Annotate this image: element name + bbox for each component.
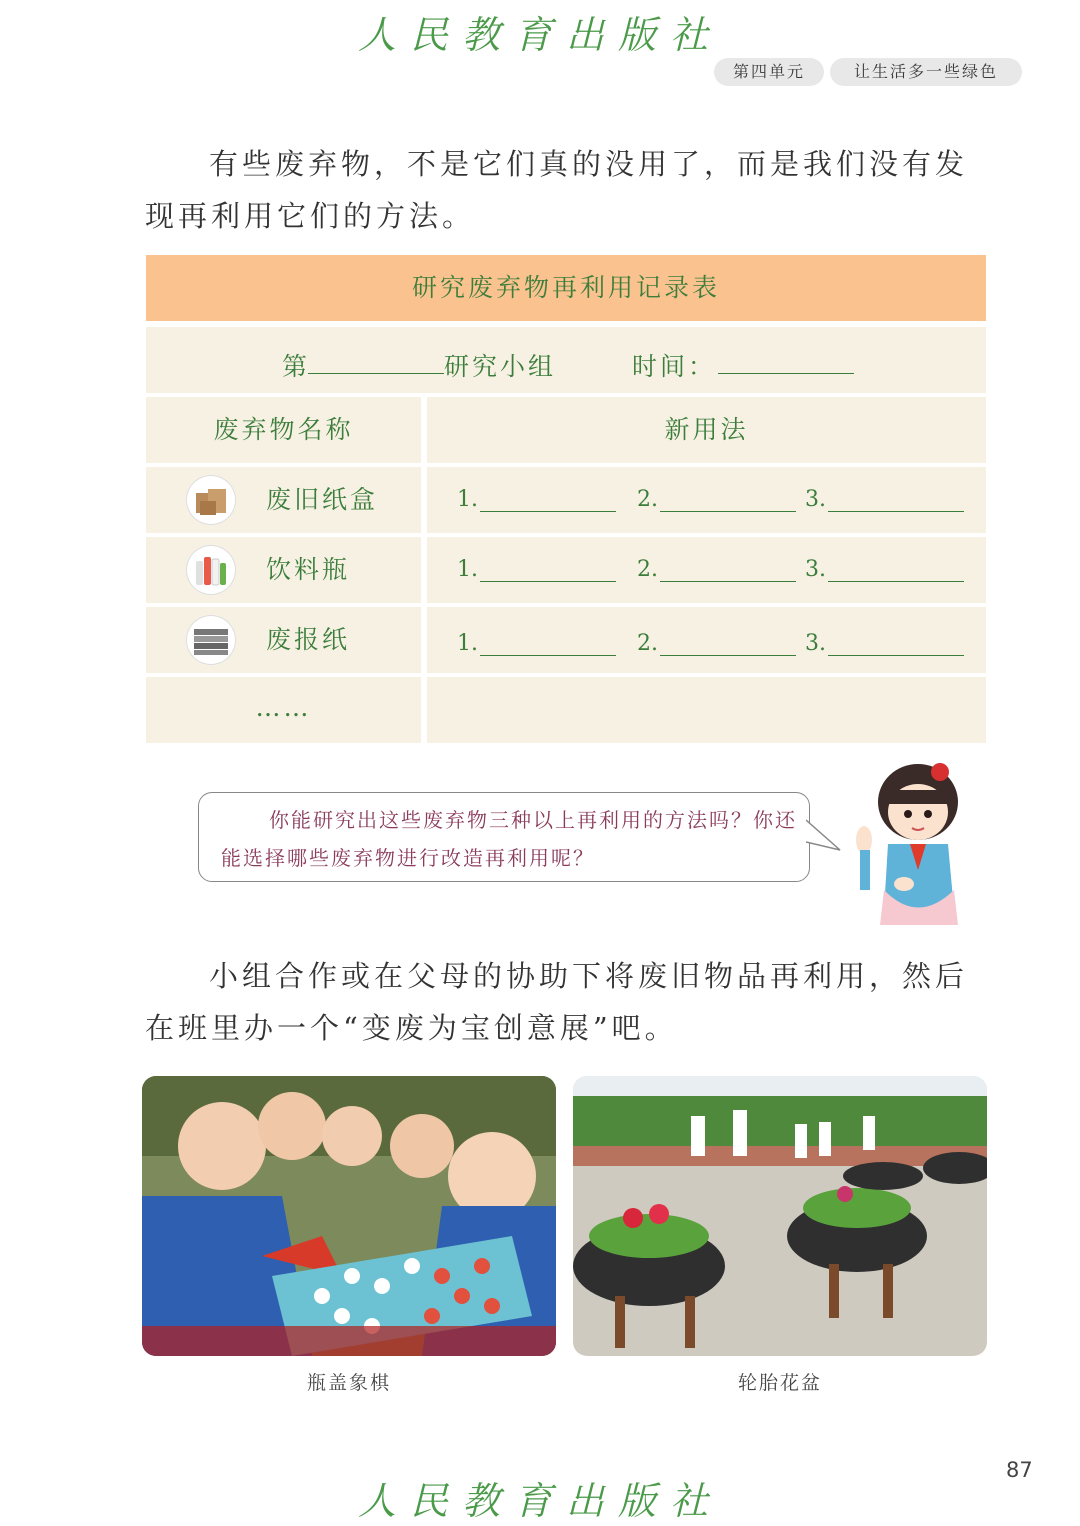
column-header-use: 新用法 [427,397,986,463]
photo-caption: 轮胎花盆 [737,1372,822,1394]
num-label: 1. [457,487,478,512]
page-number: 87 [1006,1458,1033,1482]
girl-illustration [848,760,978,940]
column-header-name: 废弃物名称 [146,397,421,463]
group-prefix: 第 [282,352,308,381]
activity-paragraph: 小组合作或在父母的协助下将废旧物品再利用，然后在班里办一个“变废为宝创意展”吧。 [145,959,969,1045]
table-header-row [146,397,986,463]
cardboard-box-icon [186,475,236,525]
publisher-watermark-bottom: 人民教育出版社 [357,1479,722,1523]
num-label: 3. [805,487,826,512]
time-field[interactable] [718,347,854,374]
speech-bubble [198,792,810,882]
num-label: 2. [637,557,658,582]
bottles-icon [186,545,236,595]
item-name: 废旧纸盒 [266,485,379,514]
item-name: 饮料瓶 [266,555,351,584]
answer-field[interactable] [828,485,964,512]
group-number-field[interactable] [308,347,444,374]
answer-field[interactable] [828,629,964,656]
photo-bottle-cap-chess [142,1076,556,1356]
num-label: 2. [637,487,658,512]
photo-tire-flower-pots [573,1076,987,1356]
bubble-text: 你能研究出这些废弃物三种以上再利用的方法吗？你还能选择哪些废弃物进行改造再利用呢？ [221,808,797,870]
more-items: …… [146,677,421,743]
bubble-tail-icon [806,816,842,856]
table-row-group [146,327,986,393]
table-title: 研究废弃物再利用记录表 [146,255,986,321]
table-row [146,537,986,603]
group-suffix: 研究小组 [444,352,557,381]
num-label: 3. [805,557,826,582]
num-label: 1. [457,557,478,582]
lesson-badge: 让生活多一些绿色 [830,58,1022,86]
answer-field[interactable] [828,555,964,582]
time-label: 时间： [632,352,717,381]
table-row [146,677,986,743]
intro-paragraph: 有些废弃物，不是它们真的没用了，而是我们没有发现再利用它们的方法。 [145,147,969,233]
answer-field[interactable] [480,629,616,656]
item-name: 废报纸 [266,625,351,654]
num-label: 1. [457,631,478,656]
photo-caption: 瓶盖象棋 [306,1372,391,1394]
answer-field[interactable] [660,629,796,656]
answer-field[interactable] [660,555,796,582]
table-row [146,607,986,673]
answer-field[interactable] [480,555,616,582]
answer-field[interactable] [660,485,796,512]
answer-field[interactable] [480,485,616,512]
table-row [146,467,986,533]
publisher-watermark-top: 人民教育出版社 [357,13,722,57]
num-label: 3. [805,631,826,656]
unit-badge: 第四单元 [714,58,824,86]
newspaper-icon [186,615,236,665]
num-label: 2. [637,631,658,656]
